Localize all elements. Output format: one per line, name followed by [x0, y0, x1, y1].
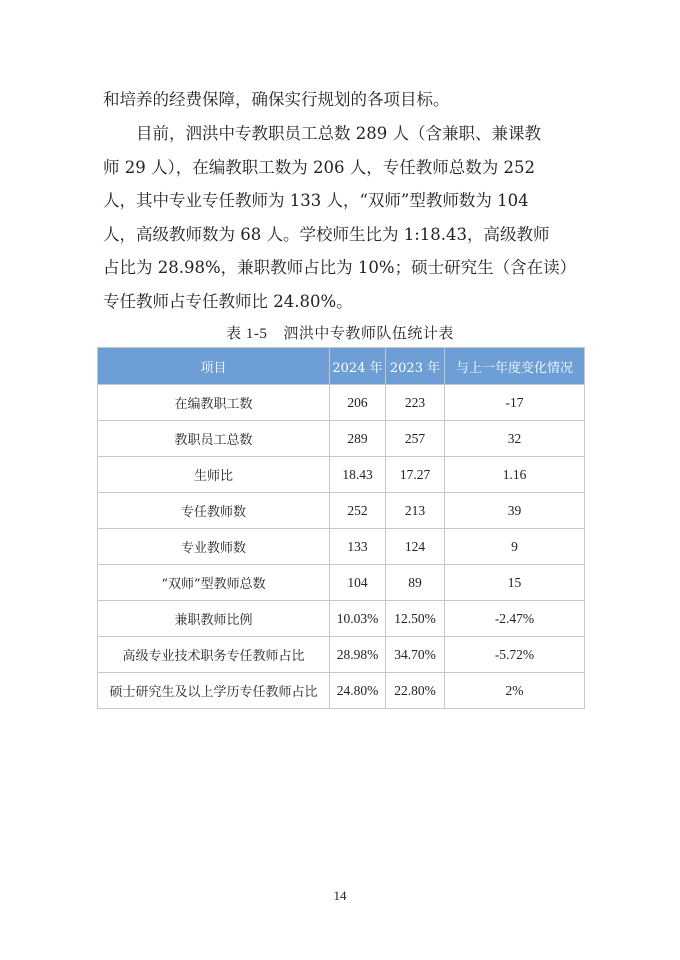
cell-change: 15: [445, 565, 585, 601]
table-caption-number: 表 1-5: [226, 326, 268, 342]
cell-change: -5.72%: [445, 637, 585, 673]
page-number: 14: [333, 888, 347, 903]
row-label: 专业教师数: [98, 529, 330, 565]
table-row: [98, 457, 585, 493]
cell-2023: 12.50%: [386, 601, 445, 637]
row-label: “双师”型教师总数: [98, 565, 330, 601]
paragraph-line: 占比为 28.98%，兼职教师占比为 10%；硕士研究生（含在读）: [103, 258, 577, 277]
cell-change: 39: [445, 493, 585, 529]
table-row: [98, 421, 585, 457]
paragraph-1: [103, 83, 583, 117]
cell-2024: 206: [330, 385, 386, 421]
paragraph-line: 人，其中专业专任教师为 133 人，“双师”型教师数为 104: [103, 191, 529, 210]
column-header-2023: 2023 年: [386, 348, 445, 385]
row-label: 高级专业技术职务专任教师占比: [98, 637, 330, 673]
cell-change: 2%: [445, 673, 585, 709]
paragraph-line: 专任教师占专任教师比 24.80%。: [103, 291, 353, 311]
cell-2024: 289: [330, 421, 386, 457]
teacher-stats-table: [97, 347, 585, 709]
table-row: [98, 385, 585, 421]
cell-2023: 89: [386, 565, 445, 601]
row-label: 专任教师数: [98, 493, 330, 529]
row-label: 生师比: [98, 457, 330, 493]
cell-2024: 133: [330, 529, 386, 565]
cell-2024: 252: [330, 493, 386, 529]
cell-2023: 257: [386, 421, 445, 457]
table-row: [98, 493, 585, 529]
table-header-row: [98, 348, 585, 385]
table-caption: [0, 322, 680, 343]
row-label: 在编教职工数: [98, 385, 330, 421]
row-label: 教职员工总数: [98, 421, 330, 457]
paragraph-line: 人，高级教师数为 68 人。学校师生比为 1:18.43，高级教师: [103, 224, 550, 244]
cell-2023: 213: [386, 493, 445, 529]
cell-2024: 18.43: [330, 457, 386, 493]
table-row: [98, 565, 585, 601]
column-header-change: 与上一年度变化情况: [445, 348, 585, 385]
column-header-item: 项目: [98, 348, 330, 385]
table-row: [98, 601, 585, 637]
cell-change: 1.16: [445, 457, 585, 493]
cell-change: -17: [445, 385, 585, 421]
cell-2024: 24.80%: [330, 673, 386, 709]
table-row: [98, 529, 585, 565]
paragraph-line: 目前，泗洪中专教职员工总数 289 人（含兼职、兼课教: [136, 124, 541, 143]
table-caption-title: 泗洪中专教师队伍统计表: [283, 324, 454, 342]
table-row: [98, 673, 585, 709]
table-row: [98, 637, 585, 673]
cell-2023: 17.27: [386, 457, 445, 493]
cell-change: 9: [445, 529, 585, 565]
cell-2024: 104: [330, 565, 386, 601]
cell-2023: 22.80%: [386, 673, 445, 709]
cell-2024: 28.98%: [330, 637, 386, 673]
cell-2023: 124: [386, 529, 445, 565]
row-label: 兼职教师比例: [98, 601, 330, 637]
cell-change: -2.47%: [445, 601, 585, 637]
paragraph-line: 和培养的经费保障，确保实行规划的各项目标。: [103, 90, 450, 109]
paragraph-line: 师 29 人），在编教职工数为 206 人，专任教师总数为 252: [103, 157, 535, 177]
column-header-2024: 2024 年: [330, 348, 386, 385]
cell-change: 32: [445, 421, 585, 457]
cell-2023: 223: [386, 385, 445, 421]
cell-2023: 34.70%: [386, 637, 445, 673]
cell-2024: 10.03%: [330, 601, 386, 637]
paragraph-2: [103, 117, 583, 318]
row-label: 硕士研究生及以上学历专任教师占比: [98, 673, 330, 709]
